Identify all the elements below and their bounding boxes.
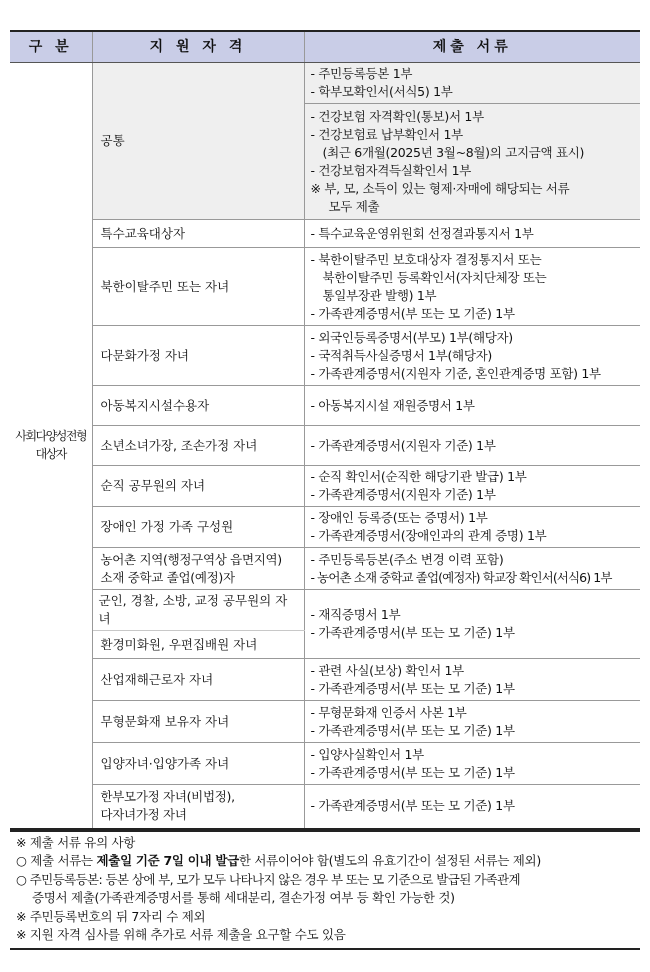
doc-line: - 입양사실확인서 1부	[310, 746, 424, 762]
table-row	[10, 326, 640, 386]
docs-cell	[304, 507, 640, 548]
docs-cell	[304, 248, 640, 326]
category-cell: 사회다양성전형 대상자	[10, 63, 92, 829]
qual-cell: 아동복지시설수용자	[92, 386, 304, 426]
note-emphasis: 제출일 기준 7일 이내 발급	[96, 853, 239, 868]
docs-cell	[304, 426, 640, 466]
document	[10, 30, 640, 950]
docs-common-1	[304, 63, 640, 104]
docs-cell	[304, 743, 640, 785]
docs-common-2	[304, 104, 640, 220]
doc-line: - 가족관계증명서(부 또는 모 기준) 1부	[310, 680, 515, 696]
table-row	[10, 466, 640, 507]
docs-cell	[304, 326, 640, 386]
doc-line: - 건강보험료 납부확인서 1부	[310, 126, 463, 142]
docs-cell	[304, 785, 640, 829]
docs-cell	[304, 659, 640, 701]
qual-cell: 군인, 경찰, 소방, 교정 공무원의 자녀	[92, 590, 304, 631]
doc-line: - 가족관계증명서(부 또는 모 기준) 1부	[310, 722, 515, 738]
qual-cell: 입양자녀·입양가족 자녀	[92, 743, 304, 785]
note-item: ※ 주민등록번호의 뒤 7자리 수 제외	[16, 908, 206, 924]
doc-line: - 가족관계증명서(장애인과의 관계 증명) 1부	[310, 528, 547, 543]
doc-line: - 외국인등록증명서(부모) 1부(해당자)	[310, 329, 513, 345]
docs-cell	[304, 386, 640, 426]
doc-line: - 국적취득사실증명서 1부(해당자)	[310, 347, 492, 363]
doc-line: - 순직 확인서(순직한 해당기관 발급) 1부	[310, 469, 527, 484]
doc-line: 북한이탈주민 등록확인서(자치단체장 또는	[322, 269, 547, 285]
table-header	[10, 31, 640, 63]
qual-cell: 소년소녀가장, 조손가정 자녀	[92, 426, 304, 466]
header-category: 구 분	[10, 31, 92, 63]
qual-line: 한부모가정 자녀(비법정),	[100, 789, 235, 805]
qual-cell: 무형문화재 보유자 자녀	[92, 701, 304, 743]
doc-line: (최근 6개월(2025년 3월~8월)의 고지금액 표시)	[322, 144, 585, 160]
doc-line: - 관련 사실(보상) 확인서 1부	[310, 662, 464, 678]
doc-line: - 장애인 등록증(또는 증명서) 1부	[310, 510, 488, 525]
note-item: ○ 주민등록등본: 등본 상에 부, 모가 모두 나타나지 않은 경우 부 또는 모 기준으로 발급된 가족관계	[16, 871, 520, 887]
doc-line: - 건강보험 자격확인(통보)서 1부	[310, 108, 484, 124]
docs-cell	[304, 220, 640, 248]
doc-line: - 가족관계증명서(부 또는 모 기준) 1부	[310, 798, 515, 814]
doc-line: - 주민등록등본 1부	[310, 66, 413, 81]
qual-line: 소재 중학교 졸업(예정)자	[100, 569, 235, 585]
header-documents: 제출 서류	[304, 31, 640, 63]
doc-line: - 무형문화재 인증서 사본 1부	[310, 704, 467, 720]
doc-line: - 가족관계증명서(부 또는 모 기준) 1부	[310, 764, 515, 780]
docs-cell	[304, 548, 640, 590]
qual-cell: 특수교육대상자	[92, 220, 304, 248]
table-row	[10, 386, 640, 426]
doc-line: - 가족관계증명서(지원자 기준) 1부	[310, 437, 496, 453]
table-row	[10, 548, 640, 590]
table-row	[10, 785, 640, 829]
doc-line: - 특수교육운영위원회 선정결과통지서 1부	[310, 225, 534, 241]
doc-line: ※ 부, 모, 소득이 있는 형제·자매에 해당되는 서류	[310, 180, 570, 196]
table-row	[10, 701, 640, 743]
doc-line: - 농어촌 소재 중학교 졸업(예정자) 학교장 확인서(서식6) 1부	[310, 569, 612, 585]
notes-title: ※ 제출 서류 유의 사항	[16, 834, 136, 850]
doc-line: - 북한이탈주민 보호대상자 결정통지서 또는	[310, 251, 542, 267]
table-row	[10, 743, 640, 785]
doc-line: - 주민등록등본(주소 변경 이력 포함)	[310, 551, 504, 567]
doc-line: - 가족관계증명서(부 또는 모 기준) 1부	[310, 625, 515, 640]
doc-line: 통일부장관 발행) 1부	[322, 287, 437, 303]
table-row	[10, 220, 640, 248]
doc-line: - 재직증명서 1부	[310, 607, 401, 622]
table-row	[10, 248, 640, 326]
table-row	[10, 426, 640, 466]
table-row	[10, 659, 640, 701]
doc-line: - 가족관계증명서(지원자 기준, 혼인관계증명 포함) 1부	[310, 365, 601, 381]
qual-line: 농어촌 지역(행정구역상 읍면지역)	[100, 551, 282, 567]
table-row-common	[10, 63, 640, 104]
requirements-table	[10, 30, 640, 830]
doc-line: - 건강보험자격득실확인서 1부	[310, 162, 472, 178]
qual-cell: 산업재해근로자 자녀	[92, 659, 304, 701]
docs-cell	[304, 701, 640, 743]
qual-cell: 북한이탈주민 또는 자녀	[92, 248, 304, 326]
note-text: ○ 제출 서류는	[16, 853, 97, 868]
qual-cell: 장애인 가정 가족 구성원	[92, 507, 304, 548]
note-item: ※ 지원 자격 심사를 위해 추가로 서류 제출을 요구할 수도 있음	[16, 927, 346, 942]
notes-section	[10, 830, 640, 950]
qual-common: 공통	[92, 63, 304, 220]
table-row	[10, 507, 640, 548]
note-item-cont: 증명서 제출(가족관계증명서를 통해 세대분리, 결손가정 여부 등 확인 가능한 것)	[32, 890, 455, 905]
doc-line: - 가족관계증명서(부 또는 모 기준) 1부	[310, 305, 515, 321]
qual-cell: 순직 공무원의 자녀	[92, 466, 304, 507]
note-item	[16, 852, 634, 871]
docs-cell	[304, 590, 640, 659]
note-text: 한 서류이어야 함(별도의 유효기간이 설정된 서류는 제외)	[238, 853, 541, 868]
docs-cell	[304, 466, 640, 507]
doc-line: - 가족관계증명서(지원자 기준) 1부	[310, 487, 496, 502]
table-row	[10, 590, 640, 631]
qual-cell	[92, 548, 304, 590]
qual-line: 다자녀가정 자녀	[100, 807, 187, 823]
qual-cell: 환경미화원, 우편집배원 자녀	[92, 631, 304, 659]
header-qualification: 지 원 자 격	[92, 31, 304, 63]
doc-line: 모두 제출	[328, 198, 380, 214]
qual-cell: 다문화가정 자녀	[92, 326, 304, 386]
qual-cell	[92, 785, 304, 829]
doc-line: - 학부모확인서(서식5) 1부	[310, 84, 453, 99]
doc-line: - 아동복지시설 재원증명서 1부	[310, 397, 475, 413]
